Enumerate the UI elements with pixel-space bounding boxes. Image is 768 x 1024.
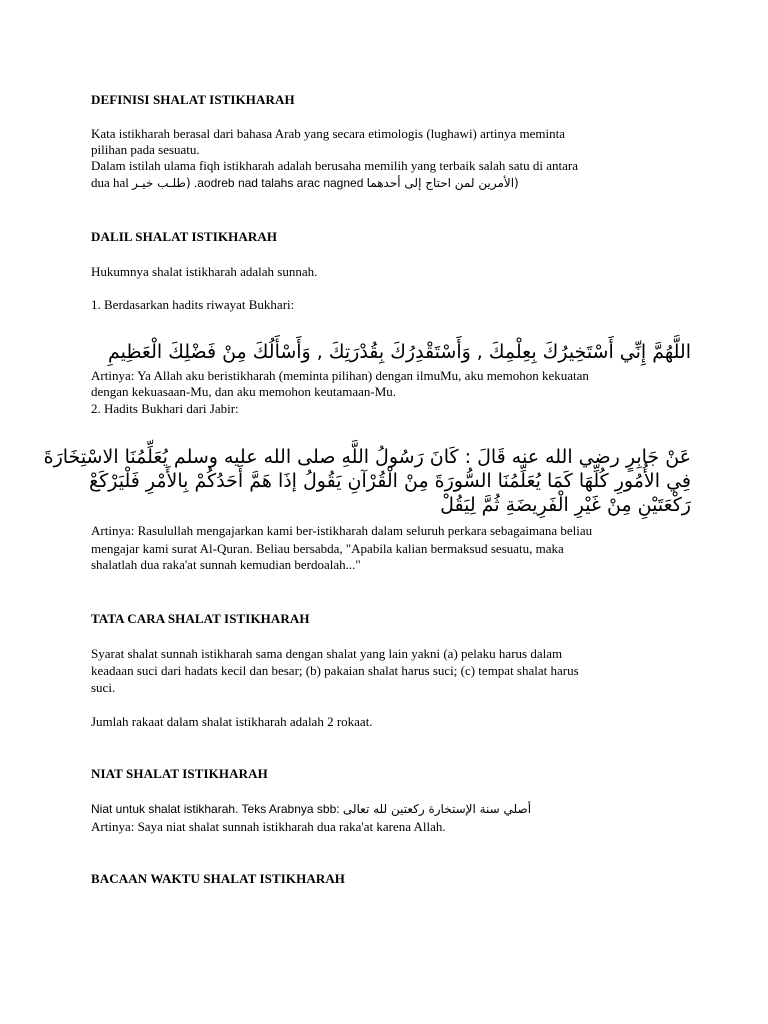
list-item-label: 1. Berdasarkan hadits riwayat Bukhari: <box>91 297 295 312</box>
arabic-hadith-line: اللَّهُمَّ إِنِّي أَسْتَخِيرُكَ بِعِلْمِكَ , وَأَسْتَقْدِرُكَ بِقُدْرَتِكَ , وَأَسْأَلُكَ مِنْ فَضْلِكَ الْعَظِيمِ <box>107 341 691 363</box>
translation-line: dengan kekuasaan-Mu, dan aku memohon keutamaan-Mu. <box>91 384 397 399</box>
paragraph-line: pilihan pada sesuatu. <box>91 142 200 157</box>
section-heading-dalil: DALIL SHALAT ISTIKHARAH <box>91 229 278 244</box>
paragraph-line-mixed <box>91 175 519 191</box>
paragraph-line: Kata istikharah berasal dari bahasa Arab yang secara etimologis (lughawi) artinya meminta <box>91 126 565 141</box>
paragraph-line: Jumlah rakaat dalam shalat istikharah adalah 2 rokaat. <box>91 714 373 729</box>
section-heading-definisi: DEFINISI SHALAT ISTIKHARAH <box>91 92 295 107</box>
arabic-hadith-line: رَكْعَتَيْنِ مِنْ غَيْرِ الْفَرِيضَةِ ثُمَّ لِيَقُلْ <box>440 494 691 516</box>
arabic-hadith-line: فِي الأُمُورِ كُلِّهَا كَمَا يُعَلِّمُنَا السُّورَةَ مِنْ الْقُرْآنِ يَقُولُ إذَا هَمَّ أَحَدُكُمْ بِالأَمْرِ فَلْيَرْكَعْ <box>89 470 691 492</box>
latin-text: Niat untuk shalat istikharah. Teks Arabnya sbb: <box>91 802 340 816</box>
paragraph-line: suci. <box>91 680 116 695</box>
arabic-text: (الأمرين لمن احتاج إلى أحدهما <box>366 176 519 190</box>
paragraph-line: Dalam istilah ulama fiqh istikharah adalah berusaha memilih yang terbaik salah satu di antara <box>91 158 578 173</box>
list-item-label: 2. Hadits Bukhari dari Jabir: <box>91 401 239 416</box>
latin-text: dua hal <box>91 175 129 190</box>
reversed-text: .aodreb nad talahs arac nagned <box>193 176 364 190</box>
translation-line: Artinya: Ya Allah aku beristikharah (meminta pilihan) dengan ilmuMu, aku memohon kekuatan <box>91 368 589 383</box>
translation-line: shalatlah dua raka'at sunnah kemudian berdoalah..." <box>91 557 361 572</box>
arabic-text: أصلي سنة الإستخارة ركعتين لله تعالى <box>342 802 532 816</box>
translation-line: Artinya: Rasulullah mengajarkan kami ber-istikharah dalam seluruh perkara sebagaimana beliau <box>91 523 593 538</box>
section-heading-tatacara: TATA CARA SHALAT ISTIKHARAH <box>91 611 310 626</box>
paragraph-line: Hukumnya shalat istikharah adalah sunnah. <box>91 264 318 279</box>
translation-line: Artinya: Saya niat shalat sunnah istikharah dua raka'at karena Allah. <box>91 819 446 834</box>
paragraph-line: keadaan suci dari hadats kecil dan besar; (b) pakaian shalat harus suci; (c) tempat shalat harus <box>91 663 579 678</box>
arabic-text: (طلـب خيـر <box>132 176 191 190</box>
section-heading-bacaan: BACAAN WAKTU SHALAT ISTIKHARAH <box>91 871 346 886</box>
paragraph-line-mixed <box>91 801 531 817</box>
paragraph-line: Syarat shalat sunnah istikharah sama dengan shalat yang lain yakni (a) pelaku harus dalam <box>91 646 563 661</box>
section-heading-niat: NIAT SHALAT ISTIKHARAH <box>91 766 268 781</box>
arabic-hadith-line: عَنْ جَابِرٍ رضي الله عنه قَالَ : كَانَ رَسُولُ اللَّهِ صلى الله عليه وسلم يُعَلِّمُنَا الاسْتِخَارَةَ <box>43 446 691 468</box>
translation-line: mengajar kami surat Al-Quran. Beliau bersabda, "Apabila kalian bermaksud sesuatu, maka <box>91 541 564 556</box>
